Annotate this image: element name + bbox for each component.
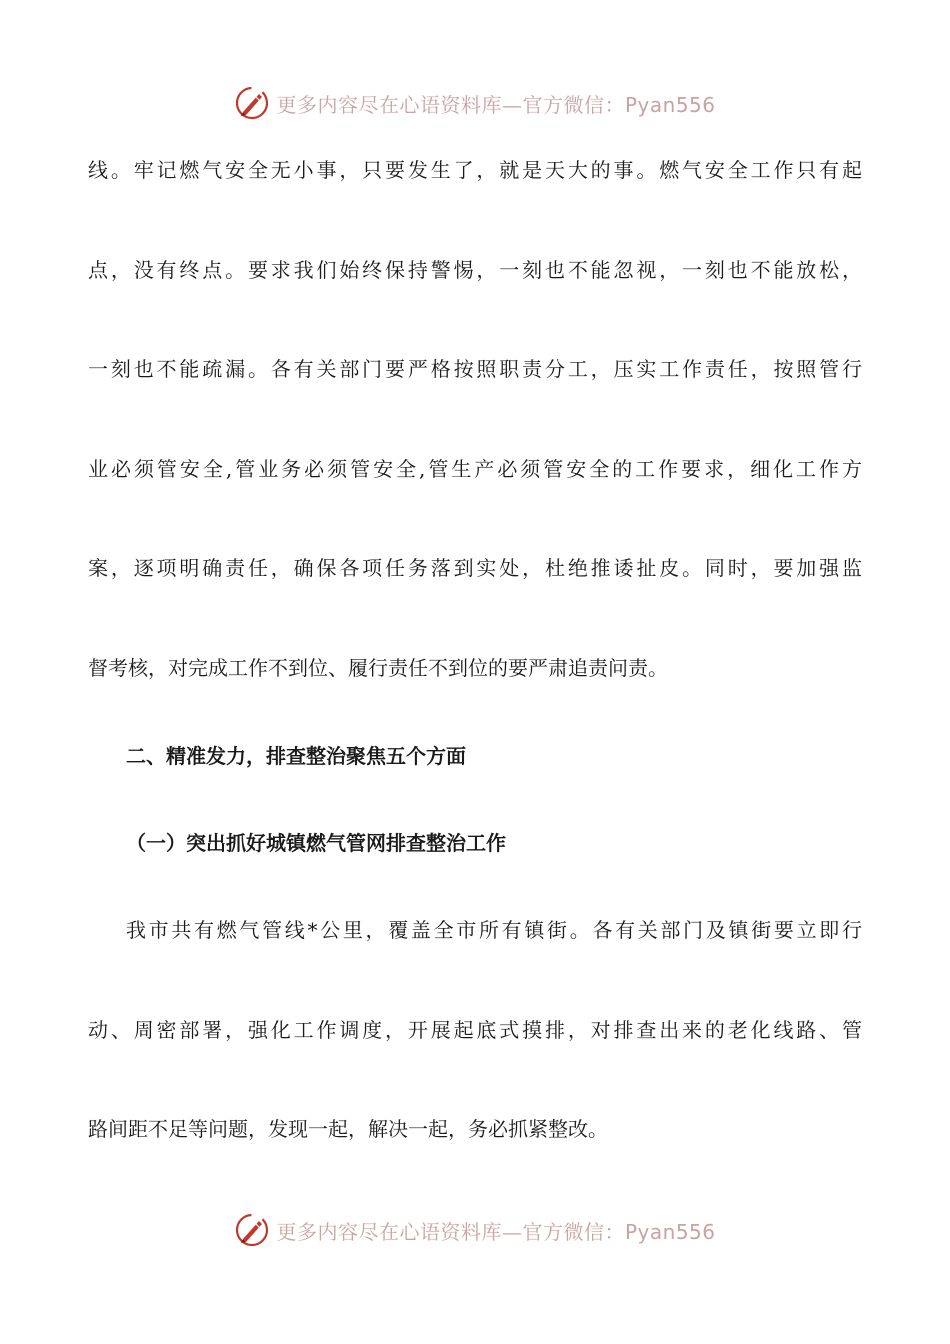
watermark-wechat-id: Pyan556 bbox=[624, 1219, 716, 1244]
watermark-text bbox=[276, 89, 715, 118]
watermark-text bbox=[276, 1216, 715, 1245]
para2-line-1: 我市共有燃气管线*公里，覆盖全市所有镇街。各有关部门及镇街要立即行 bbox=[126, 918, 862, 942]
watermark-prefix: 更多内容尽在心语资料库—官方微信： bbox=[276, 1219, 625, 1244]
body-line-5: 案，逐项明确责任，确保各项任务落到实处，杜绝推诿扯皮。同时，要加强监 bbox=[88, 556, 862, 580]
section-heading-2: 二、精准发力，排查整治聚焦五个方面 bbox=[126, 744, 466, 768]
watermark-wechat-id: Pyan556 bbox=[624, 92, 716, 117]
pen-circle-icon bbox=[234, 85, 270, 121]
body-line-1: 线。牢记燃气安全无小事，只要发生了，就是天大的事。燃气安全工作只有起 bbox=[88, 158, 862, 182]
para2-line-2: 动、周密部署，强化工作调度，开展起底式摸排，对排查出来的老化线路、管 bbox=[88, 1018, 862, 1042]
watermark-banner-bottom bbox=[0, 1210, 950, 1250]
body-line-4: 业必须管安全,管业务必须管安全,管生产必须管安全的工作要求，细化工作方 bbox=[88, 457, 862, 481]
body-line-6: 督考核，对完成工作不到位、履行责任不到位的要严肃追责问责。 bbox=[88, 656, 668, 680]
body-line-3: 一刻也不能疏漏。各有关部门要严格按照职责分工，压实工作责任，按照管行 bbox=[88, 357, 862, 381]
para2-line-3: 路间距不足等问题，发现一起，解决一起，务必抓紧整改。 bbox=[88, 1117, 608, 1141]
body-line-2: 点，没有终点。要求我们始终保持警惕，一刻也不能忽视，一刻也不能放松， bbox=[88, 258, 862, 282]
watermark-banner-top bbox=[0, 83, 950, 123]
watermark-prefix: 更多内容尽在心语资料库—官方微信： bbox=[276, 92, 625, 117]
subsection-heading-1: （一）突出抓好城镇燃气管网排查整治工作 bbox=[126, 831, 506, 855]
pen-circle-icon bbox=[234, 1212, 270, 1248]
